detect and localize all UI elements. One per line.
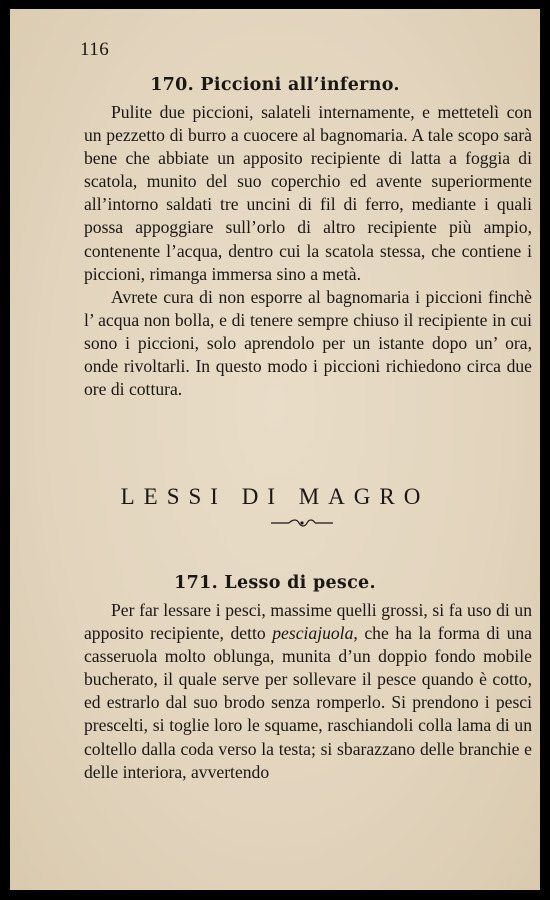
page-number: 116 xyxy=(80,39,110,60)
recipe-171-text-start: Per far lessare i pesci, massime quelli grossi, si fa uso di un apposito recipiente, detto xyxy=(84,600,532,644)
recipe-171-paragraph xyxy=(84,599,532,784)
recipe-170-paragraph-2: Avrete cura di non esporre al bagnomaria i piccioni finchè l’ acqua non bolla, e di tenere sempre chiuso il recipiente in cui sono i piccioni, solo aprendolo per un istante dopo un’ ora, onde rivoltarli. In questo modo i piccioni richiedono circa due ore di cottura. xyxy=(84,286,532,400)
recipe-171-italic-term: pesciajuola, xyxy=(272,623,358,644)
section-heading: LESSI DI MAGRO xyxy=(120,484,430,509)
recipe-170-title: 170. Piccioni all’inferno. xyxy=(150,75,400,95)
recipe-170-paragraph-1: Pulite due piccioni, salateli internamente, e mettetelì con un pezzetto di burro a cuocere al bagnomaria. A tale scopo sarà bene che abbiate un apposito recipiente di latta a foggia di scatola, munito del suo coperchio ed avente superiormente all’intorno saldati tre uncini di fil di ferro, mediante i quali possa appoggiare sull’orlo di altro recipiente più ampio, contenente l’acqua, dentro cui la scatola stessa, che contiene i piccioni, rimanga immersa sino a metà. xyxy=(84,102,532,284)
ornament-divider-icon xyxy=(271,518,333,528)
recipe-171-body xyxy=(84,599,532,784)
recipe-171-text-rest: che ha la forma di una casseruola molto oblunga, munita d’un doppio fondo mobile bucherato, il quale serve per sollevare il pesce quando è cotto, ed estrarlo dal suo brodo senza romperlo. Si prendono i pesci prescelti, si toglie loro le squame, raschiandoli colla lama di un coltello dalla coda verso la testa; si sbarazzano delle branchie e delle interiora, avvertendo xyxy=(84,623,532,782)
recipe-170-body xyxy=(84,101,532,401)
book-page xyxy=(10,9,540,890)
recipe-171-title: 171. Lesso di pesce. xyxy=(174,573,376,593)
